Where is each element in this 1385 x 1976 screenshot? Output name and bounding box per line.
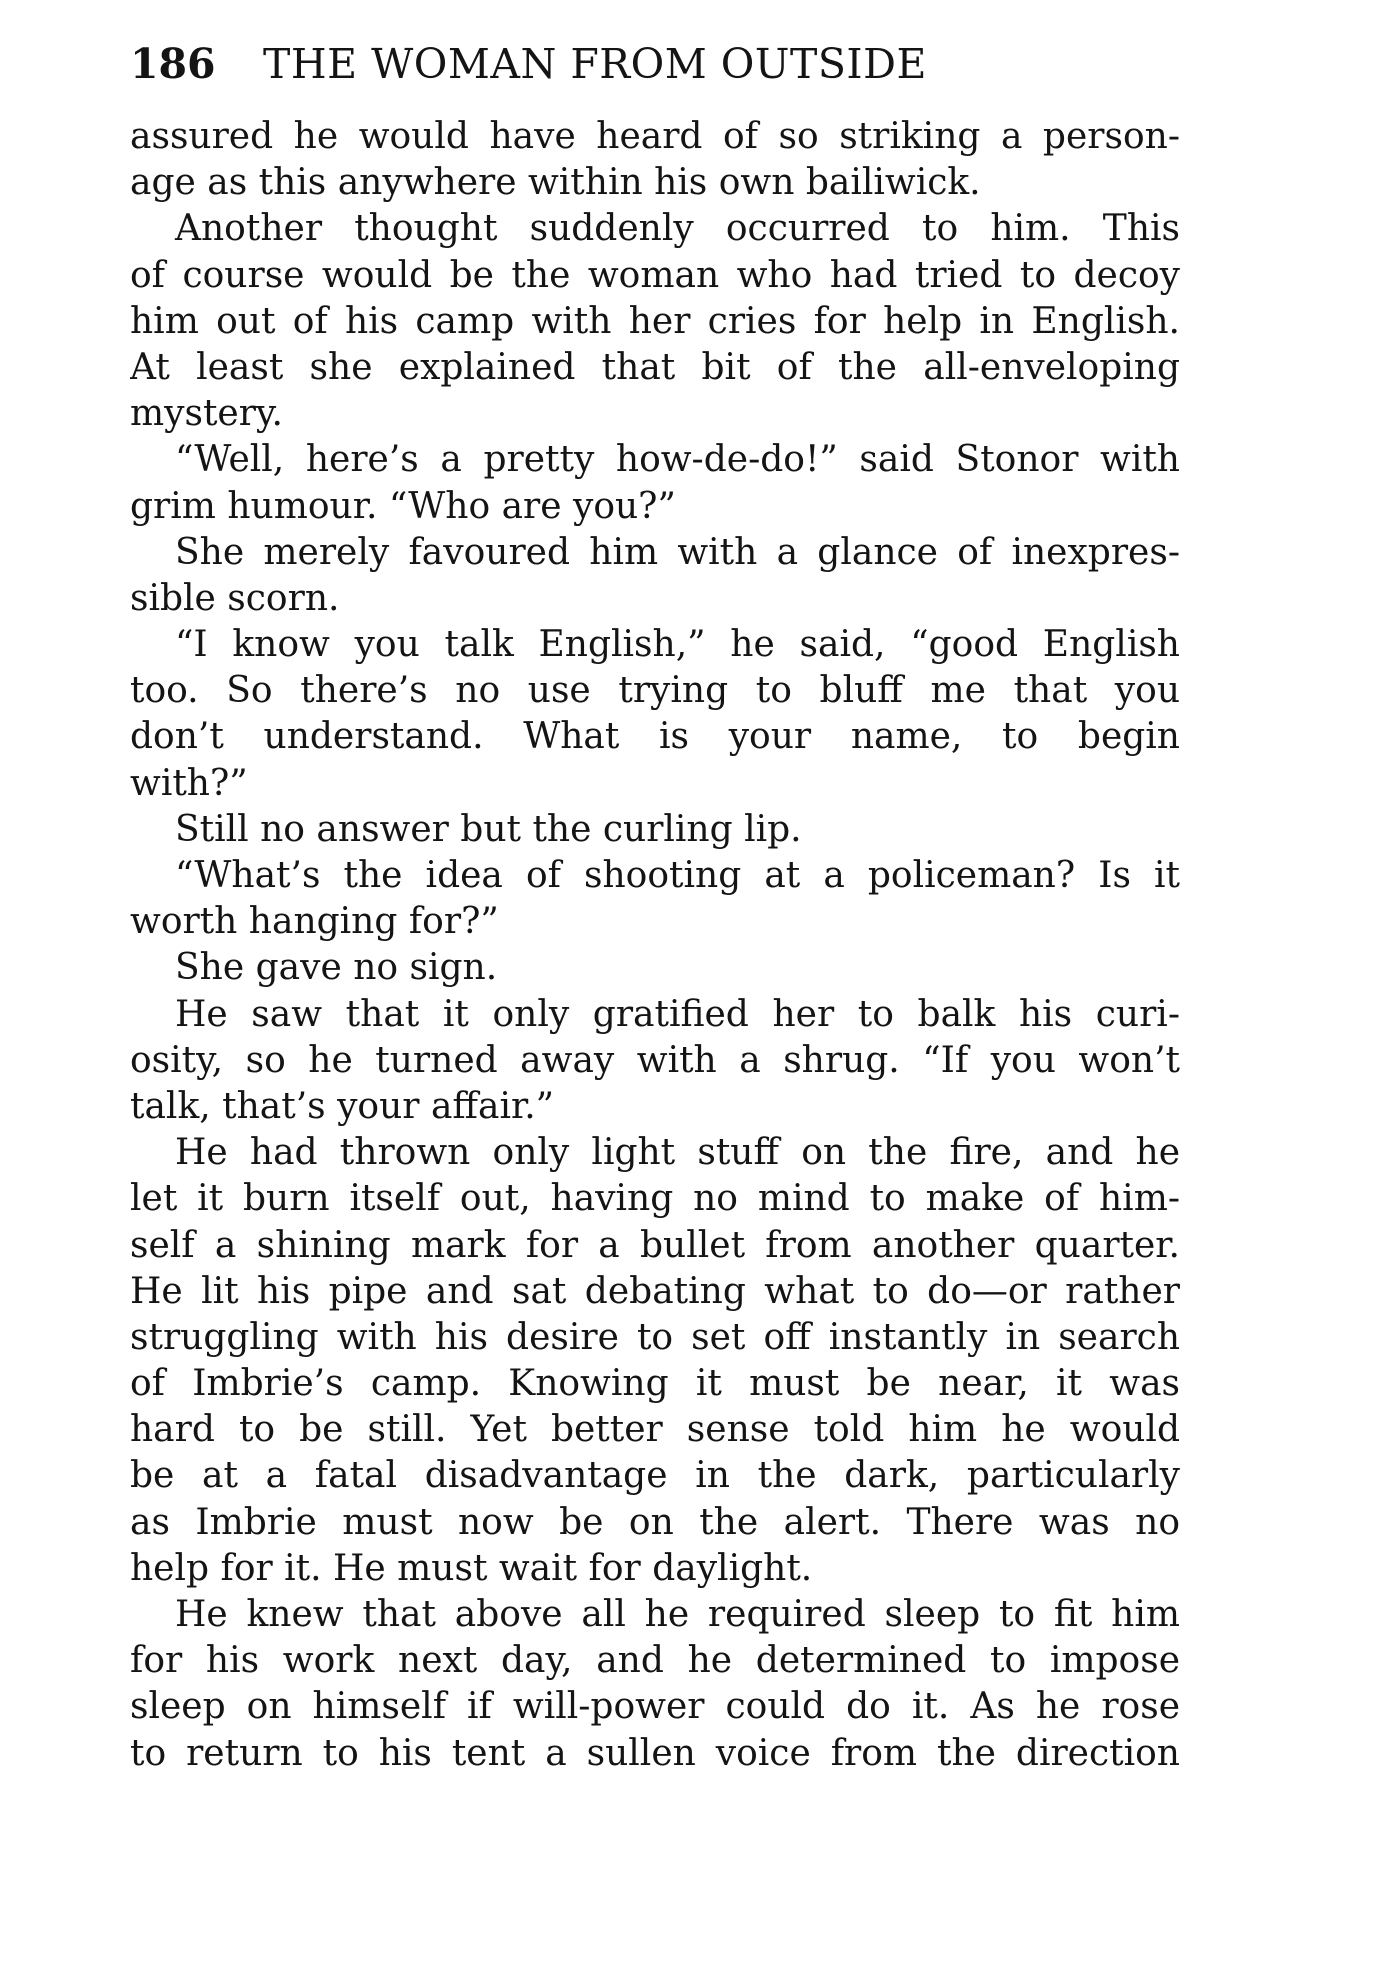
paragraph-first-line: Still no answer but the curling lip. bbox=[175, 808, 802, 850]
paragraph-first-line: He had thrown only light stuff on the fire, and he bbox=[175, 1132, 1180, 1174]
text-line: with?” bbox=[130, 762, 248, 804]
paragraph-first-line: She merely favoured him with a glance of inexpres- bbox=[175, 531, 1180, 573]
paragraph-first-line: He knew that above all he required sleep to fit him bbox=[175, 1594, 1180, 1635]
text-line: age as this anywhere within his own bailiwick. bbox=[130, 162, 981, 204]
text-line: him out of his camp with her cries for help in English. bbox=[130, 300, 1180, 342]
text-line: of course would be the woman who had tried to decoy bbox=[130, 254, 1180, 296]
text-line: struggling with his desire to set off instantly in search bbox=[130, 1316, 1180, 1358]
text-line: be at a fatal disadvantage in the dark, particularly bbox=[130, 1455, 1180, 1497]
text-line: mystery. bbox=[130, 393, 283, 435]
paragraph-first-line: She gave no sign. bbox=[175, 947, 498, 989]
text-line: sleep on himself if will-power could do it. As he rose bbox=[130, 1686, 1180, 1728]
text-line: as Imbrie must now be on the alert. There was no bbox=[130, 1501, 1180, 1543]
text-line: At least she explained that bit of the all-enveloping bbox=[130, 346, 1180, 388]
text-line: osity, so he turned away with a shrug. “If you won’t bbox=[130, 1039, 1180, 1081]
text-line: assured he would have heard of so striking a person- bbox=[130, 116, 1180, 157]
text-line: hard to be still. Yet better sense told him he would bbox=[130, 1409, 1180, 1451]
text-line: of Imbrie’s camp. Knowing it must be near, it was bbox=[130, 1363, 1180, 1405]
text-line: self a shining mark for a bullet from another quarter. bbox=[130, 1224, 1180, 1266]
text-line: don’t understand. What is your name, to begin bbox=[130, 716, 1180, 758]
text-line: talk, that’s your affair.” bbox=[130, 1085, 555, 1127]
paragraph-first-line: “Well, here’s a pretty how-de-do!” said Stonor with bbox=[175, 439, 1180, 481]
running-title: THE WOMAN FROM OUTSIDE bbox=[263, 40, 927, 88]
body-text bbox=[130, 114, 1180, 1777]
running-head bbox=[130, 38, 1180, 90]
text-line: worth hanging for?” bbox=[130, 901, 499, 943]
text-line: grim humour. “Who are you?” bbox=[130, 485, 676, 527]
text-line: for his work next day, and he determined to impose bbox=[130, 1640, 1180, 1682]
book-page bbox=[130, 38, 1180, 1777]
page-number: 186 bbox=[130, 40, 216, 88]
text-line: too. So there’s no use trying to bluff me that you bbox=[130, 670, 1180, 712]
text-line: help for it. He must wait for daylight. bbox=[130, 1547, 813, 1589]
paragraph-first-line: Another thought suddenly occurred to him. This bbox=[175, 208, 1180, 250]
paragraph-first-line: He saw that it only gratified her to balk his curi- bbox=[175, 993, 1180, 1035]
text-line: to return to his tent a sullen voice from the direction bbox=[130, 1732, 1180, 1774]
text-line: sible scorn. bbox=[130, 577, 340, 619]
text-line: let it burn itself out, having no mind to make of him- bbox=[130, 1178, 1180, 1220]
text-line: He lit his pipe and sat debating what to do—or rather bbox=[130, 1270, 1180, 1312]
paragraph-first-line: “What’s the idea of shooting at a policeman? Is it bbox=[175, 855, 1180, 896]
paragraph-first-line: “I know you talk English,” he said, “good English bbox=[175, 624, 1180, 666]
